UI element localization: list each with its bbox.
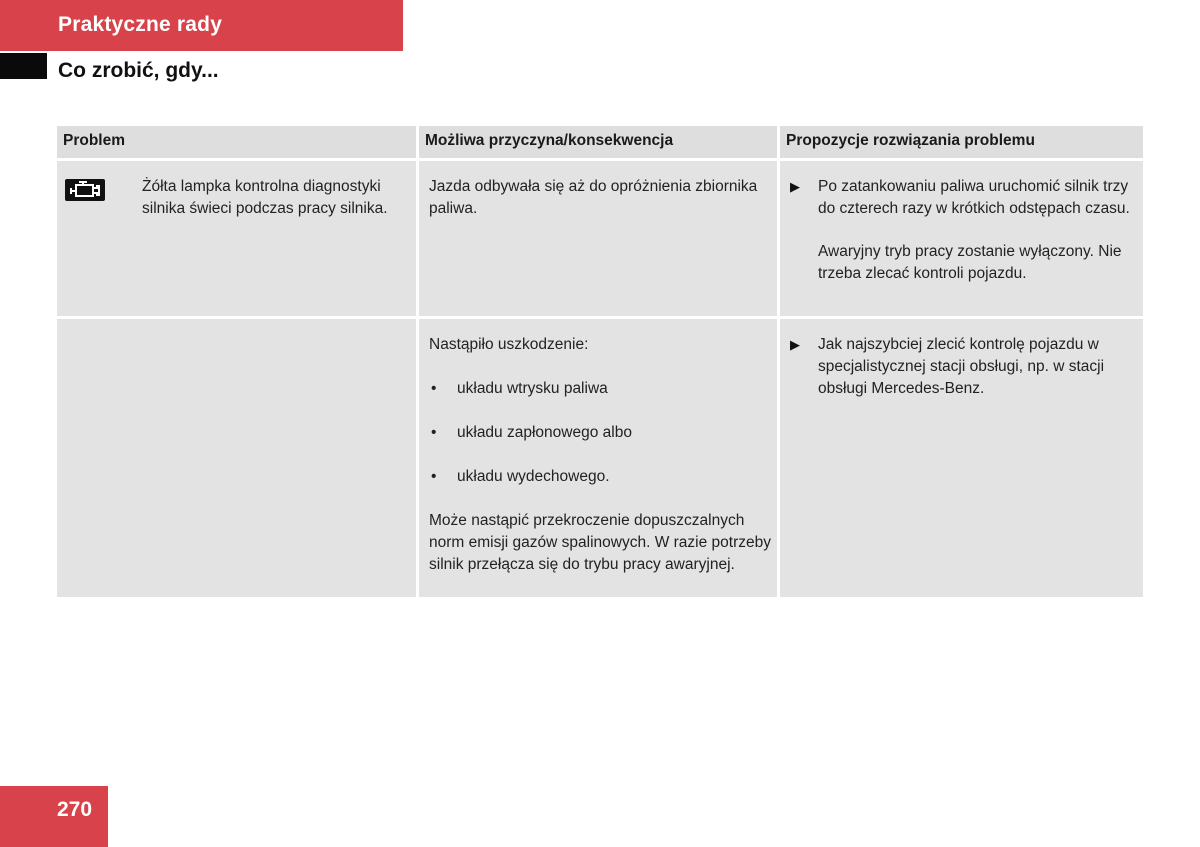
problem-cell [57, 161, 416, 316]
cause-cell [419, 319, 777, 597]
bullet-icon: • [431, 468, 437, 485]
table-row [57, 319, 1143, 597]
cause-list [429, 378, 777, 488]
list-item-text: układu wydechowego. [457, 468, 610, 485]
table-header-row [57, 126, 1143, 158]
list-item-text: układu zapłonowego albo [457, 424, 632, 441]
bullet-icon: • [431, 424, 437, 441]
cause-text: Jazda odbywała się aż do opróżnienia zbiornika paliwa. [429, 178, 758, 217]
cause-intro: Nastąpiło uszkodzenie: [429, 336, 589, 353]
page-title: Co zrobić, gdy... [58, 59, 219, 82]
arrow-right-icon: ▶ [790, 337, 800, 352]
column-header-solution: Propozycje rozwiązania problemu [780, 126, 1143, 158]
solution-cell [780, 161, 1143, 316]
solution-cell [780, 319, 1143, 597]
list-item [429, 422, 777, 444]
arrow-right-icon: ▶ [790, 179, 800, 194]
cause-cell [419, 161, 777, 316]
list-item-text: układu wtrysku paliwa [457, 380, 608, 397]
page-number: 270 [0, 786, 108, 847]
cause-note: Może nastąpić przekroczenie dopuszczalnych norm emisji gazów spalinowych. W razie potrzeby silnik przełącza się do trybu pracy awaryjnej. [429, 512, 771, 573]
table-row [57, 161, 1143, 316]
section-tab: Praktyczne rady [0, 0, 403, 51]
solution-text: Jak najszybciej zlecić kontrolę pojazdu w specjalistycznej stacji obsługi, np. w stacji obsługi Mercedes-Benz. [818, 336, 1105, 397]
list-item [429, 378, 777, 400]
solution-text: Po zatankowaniu paliwa uruchomić silnik trzy do czterech razy w krótkich odstępach czasu. [818, 178, 1130, 217]
section-marker [0, 53, 47, 79]
list-item [429, 466, 777, 488]
check-engine-icon [65, 179, 105, 201]
bullet-icon: • [431, 380, 437, 397]
problem-description: Żółta lampka kontrolna diagnostyki silnika świeci podczas pracy silnika. [142, 178, 388, 217]
column-header-problem: Problem [57, 126, 416, 158]
column-header-cause: Możliwa przyczyna/konsekwencja [419, 126, 777, 158]
troubleshooting-table [57, 126, 1143, 597]
solution-note: Awaryjny tryb pracy zostanie wyłączony. Nie trzeba zlecać kontroli pojazdu. [818, 243, 1122, 282]
problem-cell-empty [57, 319, 416, 597]
